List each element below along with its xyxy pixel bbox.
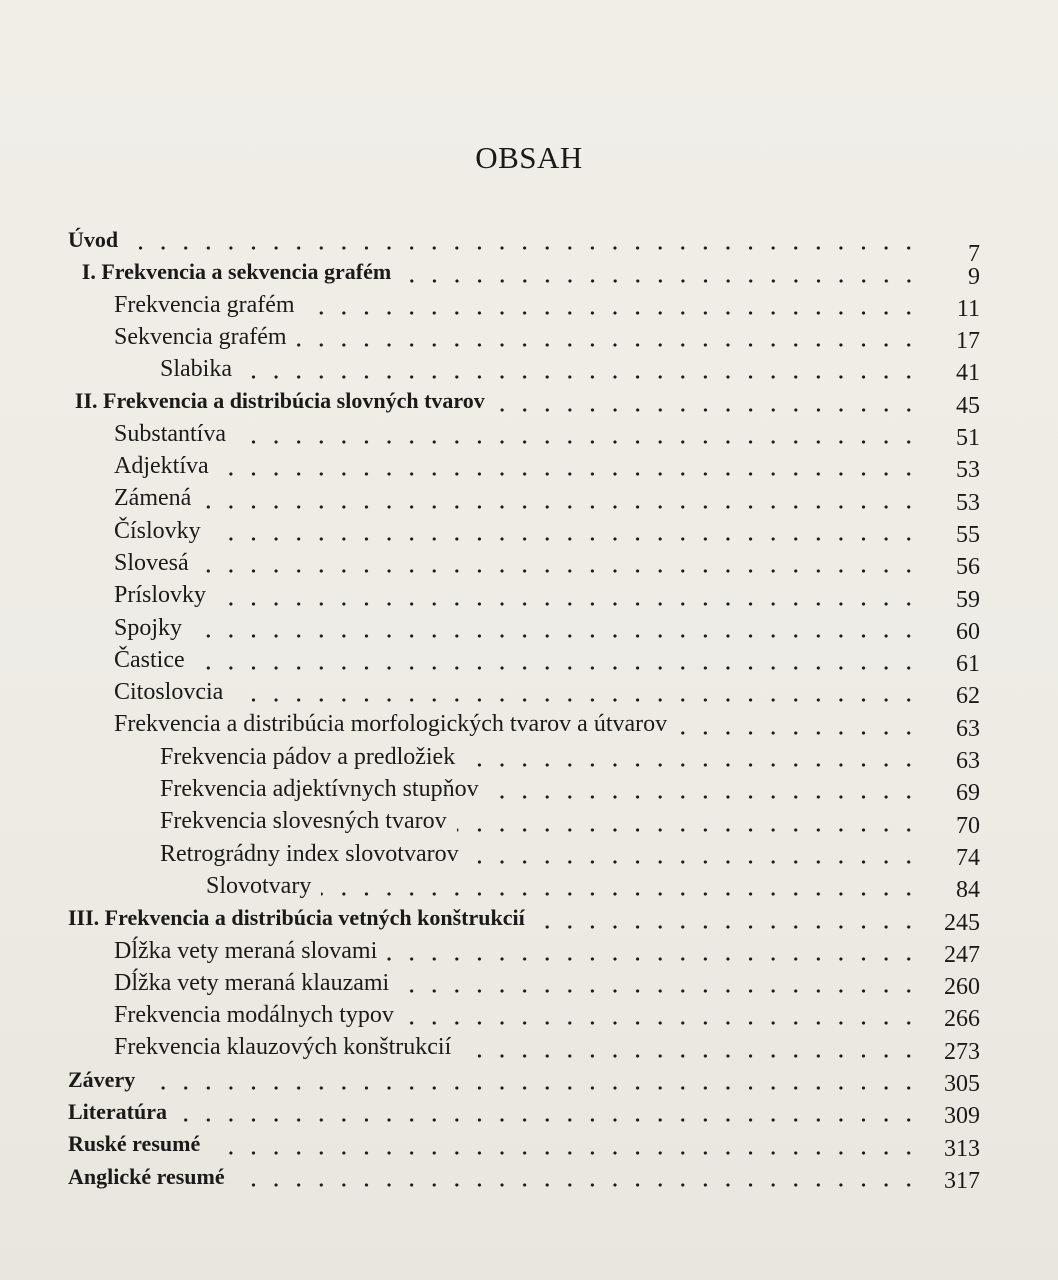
toc-entry-label: Slovotvary <box>206 872 312 899</box>
dot-leader <box>399 989 920 993</box>
toc-entry-page-number: 273 <box>944 1038 980 1065</box>
toc-entry[interactable] <box>68 741 980 773</box>
toc-entry-label: I. Frekvencia a sekvencia grafém <box>81 259 392 285</box>
toc-entry-page-number: 17 <box>956 328 980 355</box>
toc-entry[interactable] <box>68 676 980 708</box>
dot-leader <box>401 279 920 283</box>
toc-entry-page-number: 56 <box>956 554 980 581</box>
dot-leader <box>457 828 920 832</box>
toc-entry[interactable] <box>68 612 980 644</box>
toc-entry-page-number: 63 <box>956 748 980 775</box>
toc-entry-page-number: 309 <box>944 1103 980 1130</box>
toc-entry-label: Dĺžka vety meraná klauzami <box>114 969 390 996</box>
toc-entry[interactable] <box>68 708 980 740</box>
page-title: OBSAH <box>475 140 583 175</box>
dot-leader <box>465 763 920 767</box>
toc-entry-page-number: 260 <box>944 974 980 1001</box>
dot-leader <box>321 892 920 896</box>
dot-leader <box>192 634 920 638</box>
toc-entry-label: Frekvencia adjektívnych stupňov <box>160 776 479 803</box>
toc-entry-page-number: 45 <box>956 392 980 419</box>
toc-entry[interactable] <box>68 902 980 934</box>
toc-entry[interactable] <box>68 1128 980 1160</box>
dot-leader <box>177 1118 920 1122</box>
toc-entry-label: Spojky <box>114 614 183 641</box>
toc-entry-label: Substantíva <box>114 420 226 447</box>
toc-entry[interactable] <box>68 1031 980 1063</box>
dot-leader <box>219 472 920 476</box>
toc-entry-label: Frekvencia grafém <box>114 291 295 318</box>
toc-entry[interactable] <box>68 999 980 1031</box>
toc-entry-page-number: 70 <box>956 812 980 839</box>
toc-entry-page-number: 11 <box>956 295 980 322</box>
toc-entry-label: Dĺžka vety meraná slovami <box>114 937 378 964</box>
toc-entry-label: Frekvencia pádov a predložiek <box>160 743 456 770</box>
dot-leader <box>489 795 920 799</box>
toc-entry[interactable] <box>68 1096 980 1128</box>
toc-entry-label: Frekvencia klauzových konštrukcií <box>114 1034 452 1061</box>
toc-entry[interactable] <box>68 1064 980 1096</box>
toc-entry-label: Príslovky <box>114 582 207 609</box>
toc-entry-page-number: 61 <box>956 651 980 678</box>
dot-leader <box>677 731 920 735</box>
toc-entry-page-number: 245 <box>944 909 980 936</box>
toc-entry-page-number: 60 <box>956 618 980 645</box>
table-of-contents <box>68 224 980 1193</box>
toc-entry-label: Adjektíva <box>114 453 209 480</box>
toc-entry[interactable] <box>68 967 980 999</box>
dot-leader <box>535 925 920 929</box>
toc-entry-page-number: 51 <box>956 425 980 452</box>
toc-entry[interactable] <box>68 353 980 385</box>
toc-entry[interactable] <box>68 450 980 482</box>
dot-leader <box>128 246 920 250</box>
toc-entry-page-number: 53 <box>956 457 980 484</box>
toc-entry-label: Frekvencia modálnych typov <box>114 1002 394 1029</box>
toc-entry-label: Slovesá <box>114 549 189 576</box>
toc-entry-label: Slabika <box>160 356 232 383</box>
toc-entry-page-number: 63 <box>956 715 980 742</box>
dot-leader <box>297 343 920 347</box>
toc-entry[interactable] <box>68 838 980 870</box>
dot-leader <box>461 1054 920 1058</box>
toc-entry-page-number: 266 <box>944 1006 980 1033</box>
toc-entry-label: Literatúra <box>68 1099 167 1125</box>
toc-entry-page-number: 69 <box>956 780 980 807</box>
dot-leader <box>199 569 920 573</box>
dot-leader <box>469 860 920 864</box>
toc-entry-page-number: 84 <box>956 877 980 904</box>
toc-entry-page-number: 305 <box>944 1071 980 1098</box>
toc-entry[interactable] <box>68 935 980 967</box>
toc-entry-label: Frekvencia a distribúcia morfologických tvarov a útvarov <box>114 711 668 738</box>
toc-entry-label: Zámená <box>114 485 192 512</box>
toc-entry-label: III. Frekvencia a distribúcia vetných konštrukcií <box>68 905 525 931</box>
dot-leader <box>210 1151 920 1155</box>
toc-entry-page-number: 9 <box>968 263 980 290</box>
toc-entry-page-number: 317 <box>944 1167 980 1194</box>
toc-entry-page-number: 53 <box>956 489 980 516</box>
dot-leader <box>145 1086 920 1090</box>
toc-entry-label: Anglické resumé <box>68 1163 225 1189</box>
toc-entry-label: Frekvencia slovesných tvarov <box>160 808 447 835</box>
toc-entry[interactable] <box>68 547 980 579</box>
toc-entry-label: Sekvencia grafém <box>114 323 287 350</box>
dot-leader <box>242 375 920 379</box>
toc-entry[interactable] <box>68 385 980 417</box>
toc-entry[interactable] <box>68 1161 980 1193</box>
dot-leader <box>236 440 920 444</box>
dot-leader <box>387 957 920 961</box>
toc-entry-label: Ruské resumé <box>68 1131 201 1157</box>
toc-entry[interactable] <box>68 870 980 902</box>
toc-entry-page-number: 7 <box>968 241 980 268</box>
toc-entry[interactable] <box>68 224 980 268</box>
toc-entry-page-number: 74 <box>956 844 980 871</box>
toc-entry[interactable] <box>68 773 980 805</box>
toc-entry[interactable] <box>68 579 980 611</box>
toc-entry-page-number: 55 <box>956 521 980 548</box>
toc-entry[interactable] <box>68 256 980 288</box>
toc-entry-page-number: 62 <box>956 683 980 710</box>
toc-entry-label: Závery <box>68 1066 136 1092</box>
toc-entry-page-number: 313 <box>944 1135 980 1162</box>
toc-entry[interactable] <box>68 321 980 353</box>
dot-leader <box>404 1021 920 1025</box>
dot-leader <box>195 666 920 670</box>
toc-entry[interactable] <box>68 515 980 547</box>
toc-entry-page-number: 41 <box>956 360 980 387</box>
toc-entry-label: Častice <box>114 646 185 673</box>
dot-leader <box>305 311 920 315</box>
toc-entry[interactable] <box>68 805 980 837</box>
toc-entry[interactable] <box>68 482 980 514</box>
toc-entry-page-number: 59 <box>956 586 980 613</box>
dot-leader <box>495 408 920 412</box>
dot-leader <box>233 698 920 702</box>
dot-leader <box>211 537 920 541</box>
toc-entry[interactable] <box>68 644 980 676</box>
dot-leader <box>235 1183 920 1187</box>
toc-entry-label: Číslovky <box>114 517 201 544</box>
toc-entry-label: Úvod <box>68 227 119 252</box>
toc-entry-label: Citoslovcia <box>114 679 224 706</box>
toc-entry-page-number: 247 <box>944 941 980 968</box>
dot-leader <box>201 505 920 509</box>
toc-entry-label: Retrográdny index slovotvarov <box>160 840 459 867</box>
toc-entry[interactable] <box>68 418 980 450</box>
dot-leader <box>216 602 920 606</box>
toc-entry-label: II. Frekvencia a distribúcia slovných tvarov <box>74 388 485 414</box>
toc-entry[interactable] <box>68 289 980 321</box>
